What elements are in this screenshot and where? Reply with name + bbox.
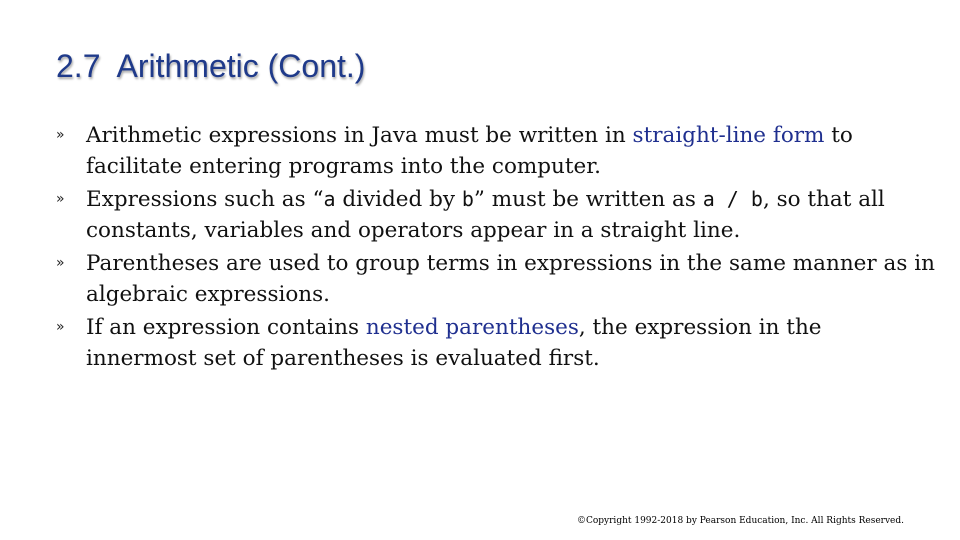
bullet-item [56,184,936,246]
bullet-item [56,120,936,182]
term-straight-line-form: straight-line form [632,123,825,148]
bullet-text: , so that all constants, variables and operators appear in a straight line. [86,187,885,243]
term-nested-parentheses: nested parentheses [365,315,579,340]
bullet-text: Parentheses are used to group terms in expressions in the same manner as in algebraic expressions. [86,251,935,307]
title-text: Arithmetic (Cont.) [116,48,366,84]
code-b: b [461,187,474,211]
bullet-text: If an expression contains [86,315,366,340]
bullet-list [56,120,936,376]
bullet-text: , the expression in the innermost set of parentheses is evaluated first. [86,315,822,371]
double-chevron-right-icon: » [56,255,65,271]
bullet-item [56,312,936,374]
bullet-text: Arithmetic expressions in Java must be written in [86,123,633,148]
bullet-text: ” must be written as [473,187,703,212]
bullet-text: Expressions such as “ [86,187,324,212]
slide-title [56,48,365,85]
bullet-text: divided by [335,187,462,212]
double-chevron-right-icon: » [56,191,65,207]
copyright-footer: ©Copyright 1992-2018 by Pearson Education, Inc. All Rights Reserved. [576,516,904,526]
code-a-div-b: a / b [702,187,763,211]
title-number: 2.7 [56,48,101,84]
double-chevron-right-icon: » [56,319,65,335]
double-chevron-right-icon: » [56,127,65,143]
bullet-item [56,248,936,310]
bullet-text: to facilitate entering programs into the computer. [86,123,853,179]
code-a: a [323,187,336,211]
